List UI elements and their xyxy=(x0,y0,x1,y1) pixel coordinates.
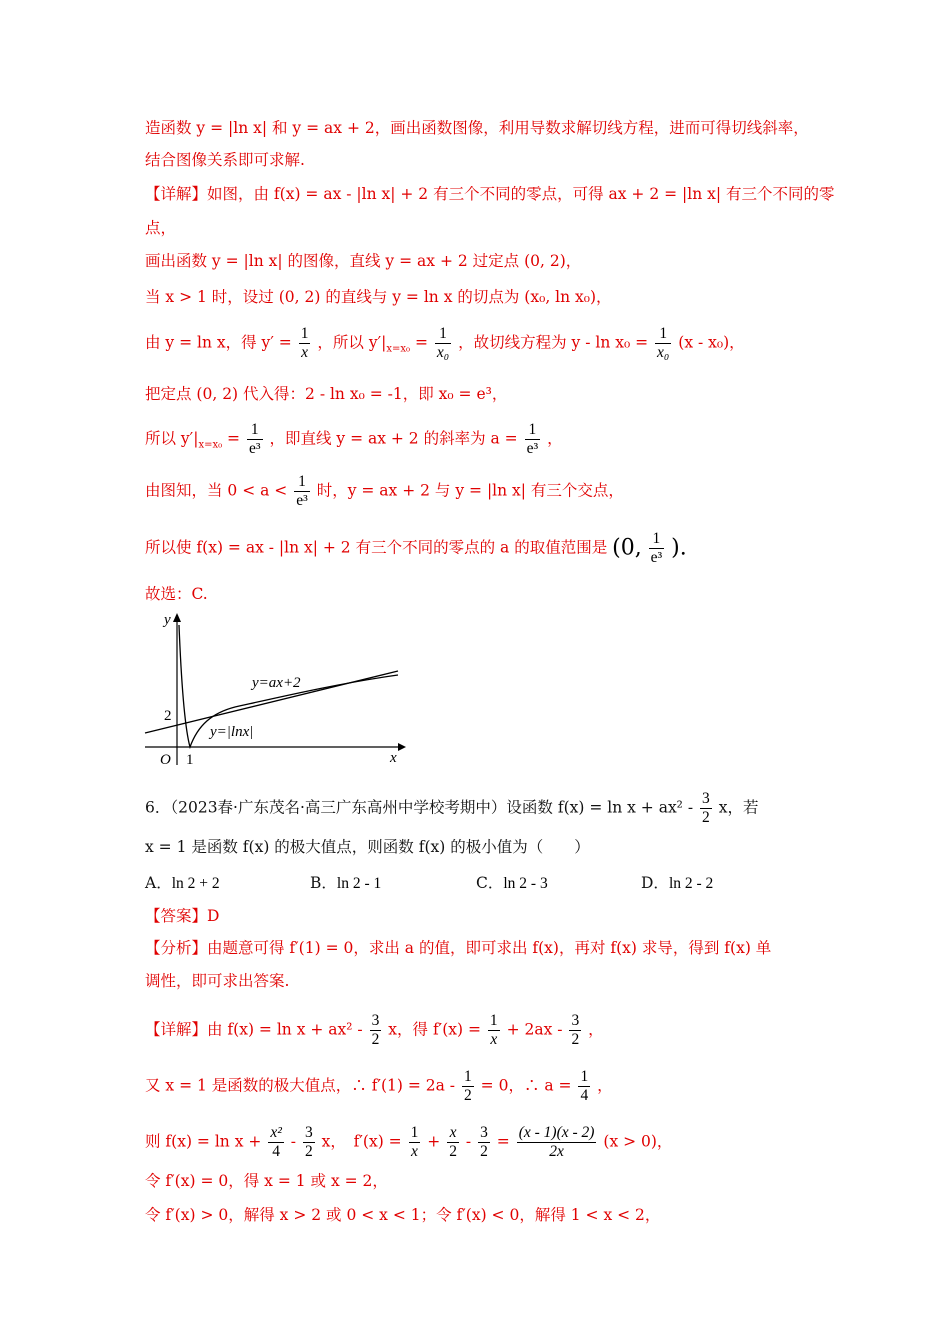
option-label: B． xyxy=(310,874,337,892)
fraction xyxy=(655,325,671,362)
text-span: 时，y = ax + 2 与 y = |ln x| 有三个交点， xyxy=(316,481,624,500)
text-span: 所以使 f(x) = ax - |ln x| + 2 有三个不同的零点的 a 的取值范围是 xyxy=(145,538,608,557)
detail-line xyxy=(145,1124,672,1161)
text-span: 又 x = 1 是函数的极大值点，∴ f′(1) = 2a - xyxy=(145,1076,456,1095)
option-text: ln 2 + 2 xyxy=(171,875,220,892)
text-span: - xyxy=(465,1132,472,1151)
option-text: ln 2 - 2 xyxy=(668,875,714,892)
detail-text-line: 当 x > 1 时，设过 (0, 2) 的直线与 y = ln x 的切点为 (x₀, ln x₀)， xyxy=(145,288,612,306)
denominator: 2 xyxy=(449,1143,457,1160)
numerator: 3 xyxy=(571,1012,580,1029)
denominator: x xyxy=(301,344,309,361)
fraction xyxy=(299,325,311,362)
analysis-line: 调性，即可求出答案. xyxy=(145,972,290,990)
fraction xyxy=(525,421,541,458)
text-span: ， xyxy=(588,1020,604,1039)
detail-text-line xyxy=(145,421,563,458)
numerator: 1 xyxy=(463,1068,472,1085)
detail-text-line xyxy=(145,473,624,510)
question-stem: x = 1 是函数 f(x) 的极大值点，则函数 f(x) 的极小值为（ ） xyxy=(145,838,590,856)
text-span: (x - x₀)， xyxy=(678,333,745,352)
question-stem xyxy=(145,790,758,827)
text-span: ，故切线方程为 y - ln x₀ = xyxy=(458,333,649,352)
denominator: e³ xyxy=(526,440,539,457)
text-span: ， xyxy=(597,1076,613,1095)
numerator: 1 xyxy=(300,325,309,342)
denominator: 2 xyxy=(480,1143,488,1160)
denominator: 2 xyxy=(702,809,710,826)
y-axis-label: y xyxy=(164,612,171,628)
text-span: 由图知，当 0 < a < xyxy=(145,481,288,500)
detail-text-line: 画出函数 y = |ln x| 的图像，直线 y = ax + 2 过定点 (0, 2)， xyxy=(145,252,582,270)
numerator: 1 xyxy=(580,1068,589,1085)
option-label: A． xyxy=(145,874,172,892)
text-span: 6．（2023春·广东茂名·高三广东高州中学校考期中）设函数 f(x) = ln x + ax² - xyxy=(145,798,694,817)
fraction xyxy=(649,530,665,567)
option-label: C． xyxy=(476,874,504,892)
text-span: - xyxy=(290,1132,297,1151)
denominator: 4 xyxy=(580,1087,589,1104)
detail-text-line: 【详解】如图，由 f(x) = ax - |ln x| + 2 有三个不同的零点，可得 ax + 2 = |ln x| 有三个不同的零 xyxy=(145,185,835,203)
text-span: 由 y = ln x，得 y′ = xyxy=(145,333,292,352)
fraction xyxy=(268,1124,284,1161)
numerator: 1 xyxy=(525,421,541,440)
text-span: 所以 y′| xyxy=(145,429,199,448)
y-axis-arrow xyxy=(173,613,181,622)
text-span: = xyxy=(496,1132,510,1151)
text-span: 则 f(x) = ln x + xyxy=(145,1132,262,1151)
origin-label: O xyxy=(160,752,171,768)
detail-line xyxy=(145,1012,604,1049)
denominator: e³ xyxy=(296,492,308,509)
fraction xyxy=(303,1124,315,1161)
x-axis-label: x xyxy=(390,750,397,766)
fraction xyxy=(517,1124,597,1161)
text-span: ，所以 y′| xyxy=(317,333,387,352)
option-label: D． xyxy=(641,874,669,892)
detail-line: 令 f′(x) = 0，得 x = 1 或 x = 2， xyxy=(145,1172,388,1190)
text-span: + 2ax - xyxy=(506,1020,563,1039)
numerator: (x - 1)(x - 2) xyxy=(518,1124,595,1141)
denominator: 2 xyxy=(304,1143,313,1160)
text-span: x，若 xyxy=(718,798,759,817)
text-span: x， f′(x) = xyxy=(321,1132,402,1151)
option-text: ln 2 - 1 xyxy=(336,875,382,892)
function-graph xyxy=(140,605,410,770)
option-d[interactable] xyxy=(641,872,713,895)
denominator: x xyxy=(490,1031,498,1048)
subscript: x=x₀ xyxy=(386,343,410,355)
fraction xyxy=(478,1124,490,1161)
tick-label-1: 1 xyxy=(186,752,194,768)
fraction xyxy=(462,1068,474,1105)
interval-bracket: ). xyxy=(671,535,687,561)
text-span: = xyxy=(414,333,428,352)
detail-line: 令 f′(x) > 0，解得 x > 2 或 0 < x < 1；令 f′(x) < 0，解得 1 < x < 2， xyxy=(145,1206,661,1224)
text-span: 【详解】由 f(x) = ln x + ax² - xyxy=(145,1020,363,1039)
fraction xyxy=(569,1012,581,1049)
denominator: 2x xyxy=(549,1143,564,1160)
fraction xyxy=(370,1012,382,1049)
text-span: = 0，∴ a = xyxy=(480,1076,572,1095)
denominator: e³ xyxy=(650,549,663,566)
numerator: 1 xyxy=(435,325,451,344)
detail-text-line: 点， xyxy=(145,219,177,237)
option-a[interactable] xyxy=(145,872,220,895)
fraction xyxy=(700,790,712,827)
numerator: 3 xyxy=(480,1124,488,1141)
fraction xyxy=(578,1068,590,1105)
option-b[interactable] xyxy=(310,872,381,895)
text-span: ，即直线 y = ax + 2 的斜率为 a = xyxy=(269,429,518,448)
tick-label-2: 2 xyxy=(164,708,172,724)
detail-text-line: 把定点 (0, 2) 代入得：2 - ln x₀ = -1，即 x₀ = e³， xyxy=(145,385,508,403)
detail-text-line xyxy=(145,530,687,567)
text-span: = xyxy=(227,429,241,448)
option-text: ln 2 - 3 xyxy=(503,875,548,892)
denominator: 4 xyxy=(272,1143,280,1160)
denominator: e³ xyxy=(248,440,261,457)
analysis-line: 【分析】由题意可得 f′(1) = 0，求出 a 的值，即可求出 f(x)，再对 f(x) 求导，得到 f(x) 单 xyxy=(145,939,772,957)
choice-line: 故选：C. xyxy=(145,585,208,603)
text-span: x，得 f′(x) = xyxy=(388,1020,481,1039)
fraction xyxy=(247,421,263,458)
solution-text-line: 造函数 y = |ln x| 和 y = ax + 2，画出函数图像，利用导数求解切线方程，进而可得切线斜率， xyxy=(145,119,809,137)
numerator: 3 xyxy=(371,1012,380,1029)
denominator: 2 xyxy=(571,1031,580,1048)
detail-line xyxy=(145,1068,613,1105)
numerator: 3 xyxy=(702,790,710,807)
numerator: 3 xyxy=(304,1124,313,1141)
text-span: (x > 0)， xyxy=(603,1132,673,1151)
numerator: 1 xyxy=(489,1012,498,1029)
numerator: 1 xyxy=(410,1124,419,1141)
fraction xyxy=(447,1124,459,1161)
curve-label: y=|lnx| xyxy=(210,724,254,740)
subscript: x=x₀ xyxy=(198,439,223,451)
interval-bracket: (0, xyxy=(612,535,642,561)
detail-text-line xyxy=(145,325,745,362)
denominator: x xyxy=(411,1143,418,1160)
numerator: x xyxy=(447,1124,459,1143)
x-axis-arrow xyxy=(398,743,406,751)
line-label: y=ax+2 xyxy=(252,675,301,691)
numerator: 1 xyxy=(655,325,671,344)
numerator: 1 xyxy=(649,530,665,549)
numerator: 1 xyxy=(294,473,310,492)
denominator: x₀ xyxy=(436,344,450,361)
numerator: x² xyxy=(270,1124,282,1141)
fraction xyxy=(294,473,310,510)
numerator: 1 xyxy=(247,421,263,440)
fraction xyxy=(488,1012,500,1049)
option-c[interactable] xyxy=(476,872,548,895)
denominator: x₀ xyxy=(657,344,670,361)
text-span: ， xyxy=(547,429,563,448)
fraction xyxy=(409,1124,421,1161)
fraction xyxy=(435,325,451,362)
text-span: + xyxy=(427,1132,441,1151)
answer-line: 【答案】D xyxy=(145,907,220,925)
denominator: 2 xyxy=(371,1031,380,1048)
solution-text-line: 结合图像关系即可求解. xyxy=(145,151,305,169)
denominator: 2 xyxy=(463,1087,472,1104)
